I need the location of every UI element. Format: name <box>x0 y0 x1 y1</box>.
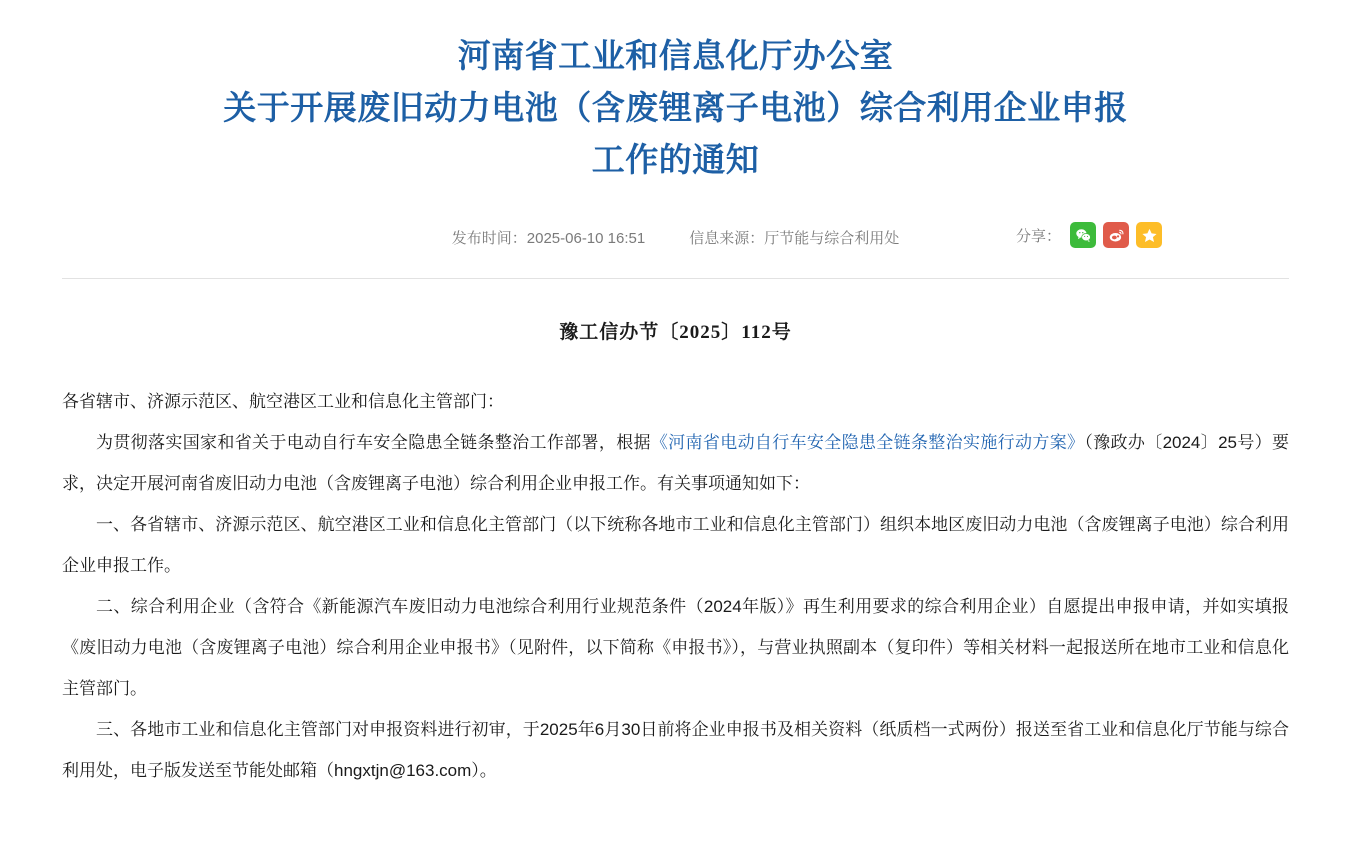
page-title-line-2: 关于开展废旧动力电池（含废锂离子电池）综合利用企业申报 <box>223 89 1128 126</box>
paragraph-1-prefix: 为贯彻落实国家和省关于电动自行车安全隐患全链条整治工作部署，根据 <box>96 433 651 452</box>
paragraph-salutation: 各省辖市、济源示范区、航空港区工业和信息化主管部门： <box>62 392 504 411</box>
page-title-line-3: 工作的通知 <box>591 141 760 178</box>
paragraph-2: 一、各省辖市、济源示范区、航空港区工业和信息化主管部门（以下统称各地市工业和信息化主管部门）组织本地区废旧动力电池（含废锂离子电池）综合利用企业申报工作。 <box>62 515 1289 575</box>
publish-time-label: 发布时间： <box>451 229 527 247</box>
source <box>689 227 899 248</box>
header-divider <box>62 278 1289 279</box>
source-label: 信息来源： <box>689 229 765 247</box>
document-body <box>0 313 1351 791</box>
source-value: 厅节能与综合利用处 <box>764 229 900 247</box>
share-label: 分享： <box>1015 227 1061 245</box>
publish-time <box>452 227 645 248</box>
meta-row <box>120 220 1231 254</box>
qzone-share-icon[interactable] <box>1136 222 1162 248</box>
page-title <box>120 30 1231 186</box>
paragraph-3: 二、综合利用企业（含符合《新能源汽车废旧动力电池综合利用行业规范条件（2024年版）》再生利用要求的综合利用企业）自愿提出申报申请，并如实填报《废旧动力电池（含废锂离子电池）综合利用企业申报书》（见附件，以下简称《申报书》），与营业执照副本（复印件）等相关材料一起报送所在地市工业和信息化主管部门。 <box>62 597 1289 698</box>
paragraph-4: 三、各地市工业和信息化主管部门对申报资料进行初审，于2025年6月30日前将企业申报书及相关资料（纸质档一式两份）报送至省工业和信息化厅节能与综合利用处，电子版发送至节能处邮箱（hngxtjn@163.com）。 <box>62 720 1289 780</box>
publish-time-value: 2025-06-10 16:51 <box>526 229 646 247</box>
wechat-share-icon[interactable] <box>1070 222 1096 248</box>
page-title-line-1: 河南省工业和信息化厅办公室 <box>457 37 894 74</box>
paragraph-1 <box>62 422 1289 504</box>
share-box <box>1016 222 1169 248</box>
weibo-share-icon[interactable] <box>1103 222 1129 248</box>
document-number: 豫工信办节〔2025〕112号 <box>559 322 792 343</box>
title-block <box>0 0 1351 254</box>
paragraph-1-suffix: （豫政办〔2024〕25号）要求，决定开展河南省废旧动力电池（含废锂离子电池）综合利用企业申报工作。有关事项通知如下： <box>62 433 1290 493</box>
policy-document-link[interactable]: 《河南省电动自行车安全隐患全链条整治实施行动方案》 <box>650 433 1085 452</box>
